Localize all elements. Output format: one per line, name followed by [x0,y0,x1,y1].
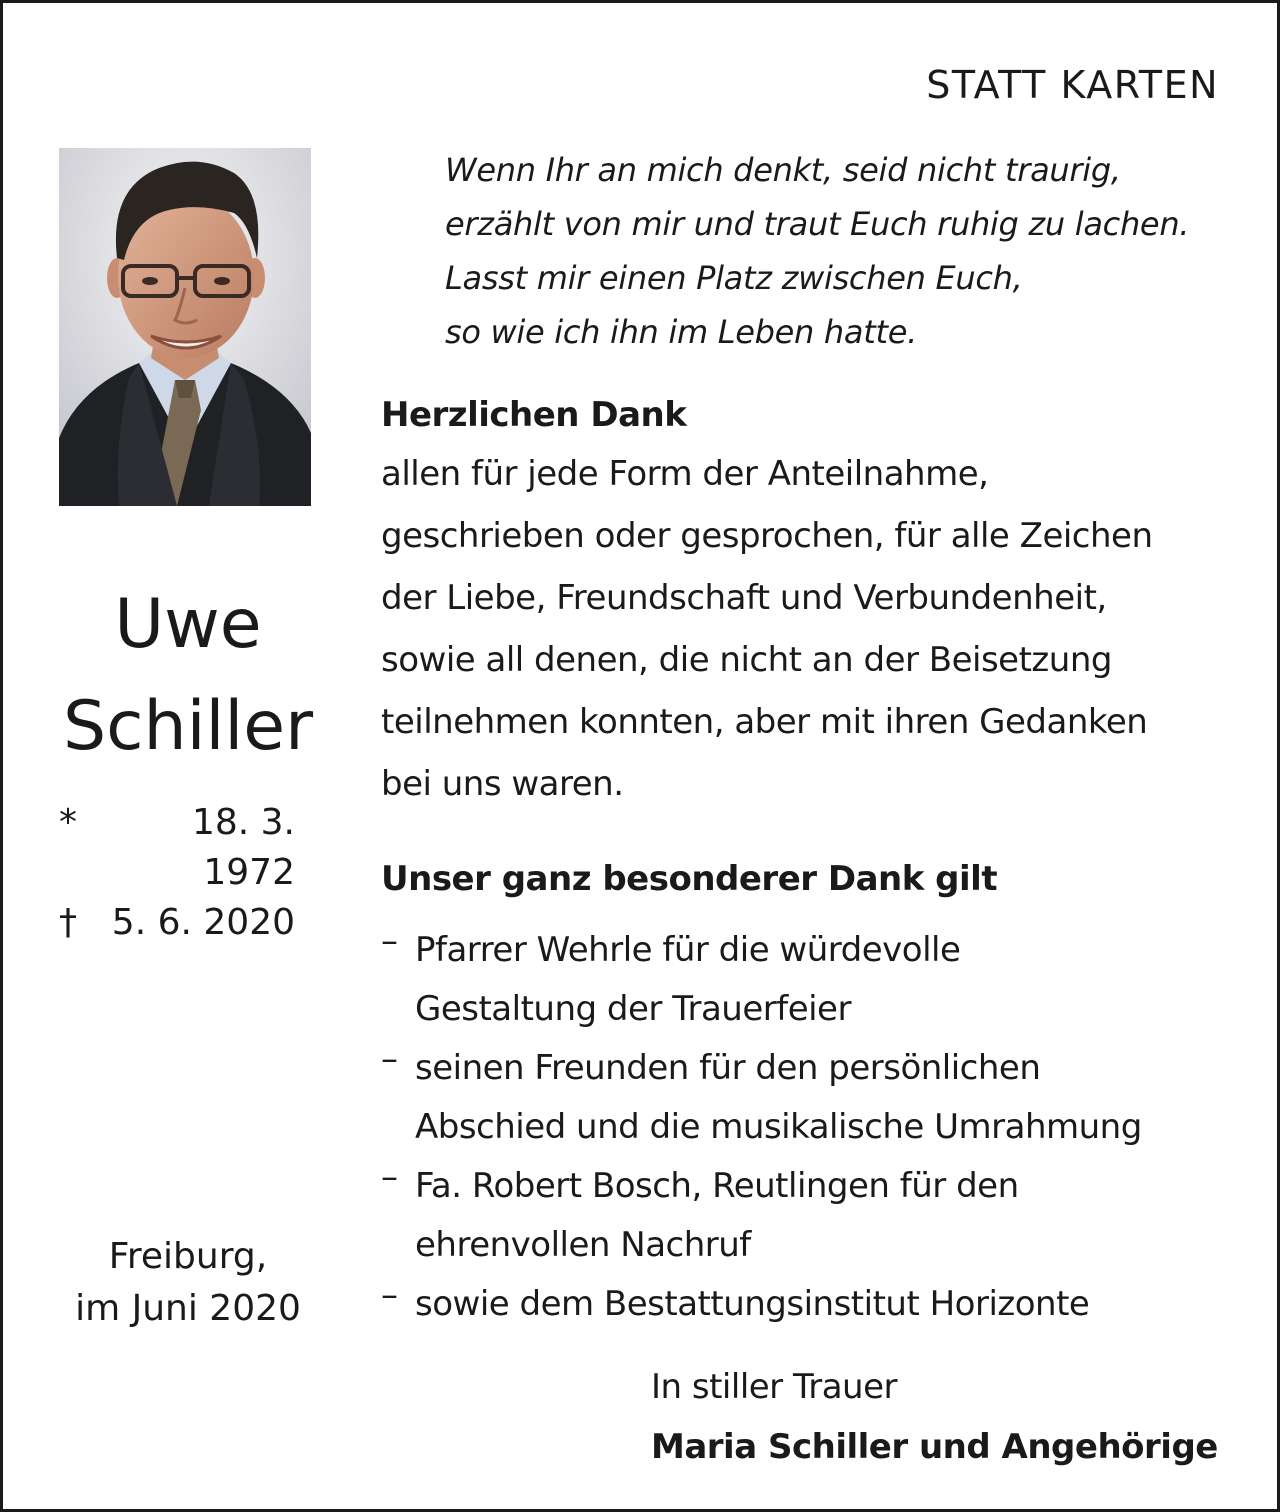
life-dates [59,798,295,948]
poem-line: Lasst mir einen Platz zwischen Euch, [445,259,1023,297]
birth-date: 18. 3. 1972 [191,802,295,893]
poem-line: Wenn Ihr an mich denkt, seid nicht traurig, [445,151,1121,189]
poem-line: erzählt von mir und traut Euch ruhig zu lachen. [445,205,1190,243]
list-item [381,1157,1241,1275]
paragraph-line: bei uns waren. [381,764,624,804]
list-item-line: Fa. Robert Bosch, Reutlingen für den [415,1166,1019,1206]
portrait-photo [59,148,311,506]
list-dash: – [381,1039,398,1079]
deceased-last-name: Schiller [62,687,314,766]
paragraph-line: geschrieben oder gesprochen, für alle Zeichen [381,516,1153,556]
list-item-line: ehrenvollen Nachruf [415,1225,751,1265]
deceased-first-name: Uwe [114,585,262,664]
list-item [381,921,1241,1039]
list-item [381,1039,1241,1157]
portrait-illustration [59,148,311,506]
paragraph-line: teilnehmen konnten, aber mit ihren Gedanken [381,702,1148,742]
place-line-2: im Juni 2020 [75,1288,301,1329]
list-item-line: seinen Freunden für den persönlichen [415,1048,1041,1088]
paragraph-line: der Liebe, Freundschaft und Verbundenheit, [381,578,1107,618]
thanks-paragraph [381,443,1241,815]
list-dash: – [381,1157,398,1197]
special-thanks-heading: Unser ganz besonderer Dank gilt [381,859,998,899]
birth-date-row [59,798,295,898]
list-item-line: Pfarrer Wehrle für die würdevolle [415,930,961,970]
list-item-line: Abschied und die musikalische Umrahmung [415,1107,1142,1147]
poem-line: so wie ich ihn im Leben hatte. [445,313,917,351]
closing [651,1357,1218,1477]
list-item-line: sowie dem Bestattungsinstitut Horizonte [415,1284,1090,1324]
thanks-section [381,389,1241,1334]
paragraph-line: allen für jede Form der Anteilnahme, [381,454,989,494]
list-item [381,1275,1241,1334]
list-dash: – [381,1275,398,1315]
place-line-1: Freiburg, [108,1236,268,1277]
special-thanks-list [381,921,1241,1334]
death-symbol: † [59,902,77,943]
poem [445,143,1189,359]
statt-karten-label: STATT KARTEN [926,63,1219,107]
death-date: 5. 6. 2020 [111,902,295,943]
place-and-date [3,1231,373,1335]
death-date-row [59,898,295,948]
paragraph-line: sowie all denen, die nicht an der Beisetzung [381,640,1112,680]
list-dash: – [381,921,398,961]
birth-symbol: * [59,802,77,843]
closing-line: In stiller Trauer [651,1367,898,1407]
thanks-heading: Herzlichen Dank [381,395,687,435]
signature: Maria Schiller und Angehörige [651,1427,1218,1467]
list-item-line: Gestaltung der Trauerfeier [415,989,851,1029]
